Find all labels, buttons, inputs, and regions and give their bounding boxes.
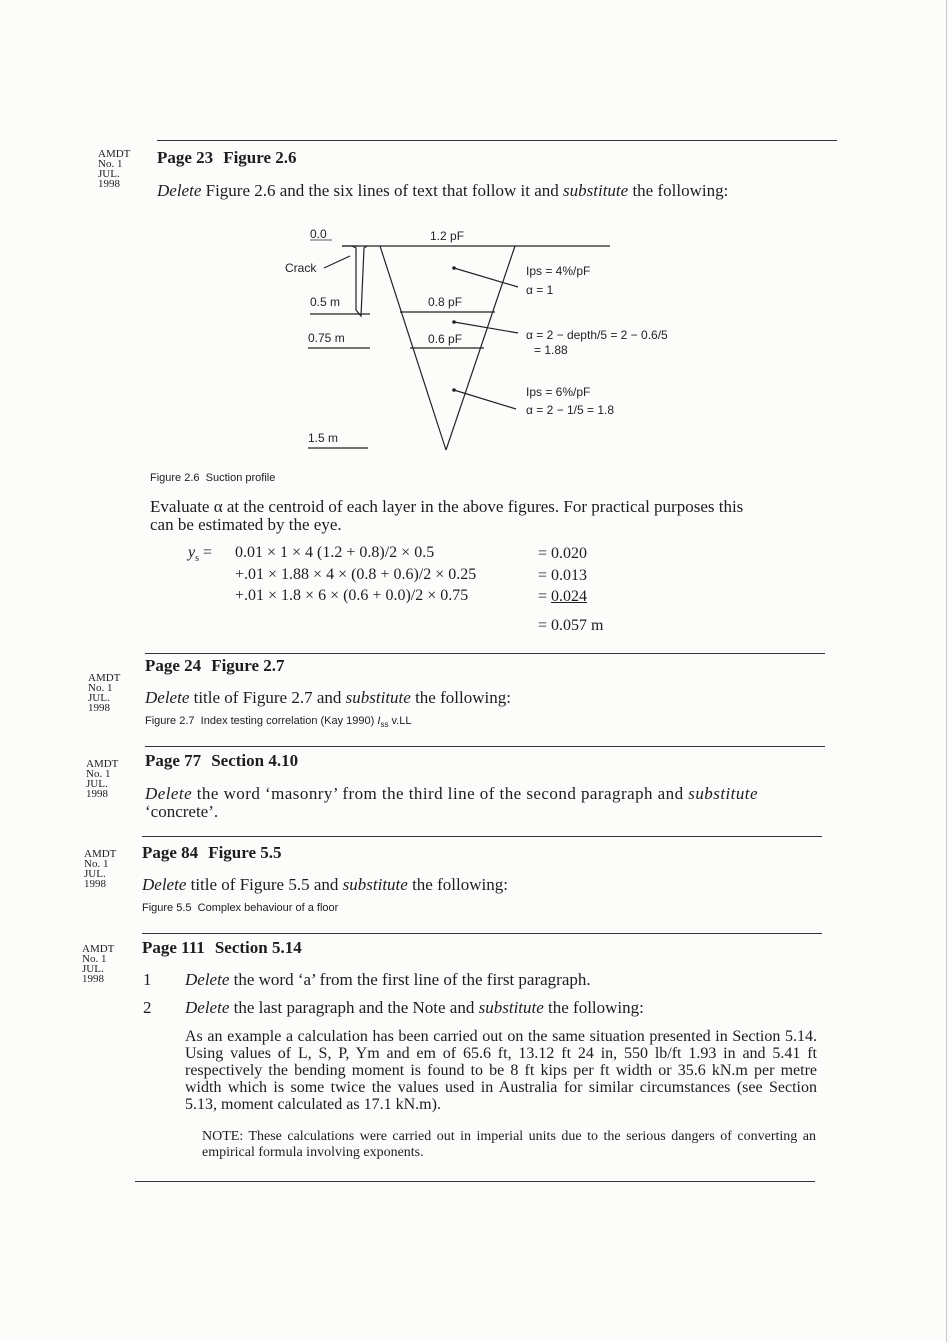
alpha-annotation: α = 2 − 1/5 = 1.8	[526, 403, 615, 417]
amendment-stamp: AMDT No. 1 JUL. 1998	[98, 148, 131, 190]
centroid-dot	[452, 320, 456, 324]
section-rule	[145, 653, 825, 654]
equation-row: +.01 × 1.8 × 6 × (0.6 + 0.0)/2 × 0.75	[235, 587, 469, 604]
figure-caption: Figure 5.5 Complex behaviour of a floor	[142, 902, 339, 914]
alpha-annotation: α = 1	[526, 283, 554, 297]
instruction-text: Delete the word ‘masonry’ from the third line of the second paragraph and substitute	[145, 784, 758, 803]
instruction-text: Delete title of Figure 5.5 and substitute the following:	[142, 875, 508, 894]
suction-profile-diagram	[270, 222, 790, 462]
paragraph-line: can be estimated by the eye.	[150, 515, 342, 534]
figure-caption: Figure 2.6 Suction profile	[150, 472, 276, 484]
section-rule	[157, 140, 837, 141]
depth-label: 0.5 m	[310, 295, 341, 309]
depth-label: 1.5 m	[308, 431, 339, 445]
amendment-stamp: AMDT No. 1 JUL. 1998	[88, 672, 121, 714]
section-heading: Page 84 Figure 5.5	[142, 843, 282, 862]
amendment-stamp: AMDT No. 1 JUL. 1998	[82, 943, 115, 985]
equation-result: = 0.013	[538, 567, 588, 584]
section-rule	[145, 746, 825, 747]
note-text: NOTE: These calculations were carried out in imperial units due to the serious dangers of converting an empirical formula involving exponents.	[202, 1129, 816, 1160]
amendment-stamp: AMDT No. 1 JUL. 1998	[84, 848, 117, 890]
list-item: Delete the last paragraph and the Note and substitute the following:	[185, 998, 644, 1017]
ips-annotation: Ips = 4%/pF	[526, 264, 591, 278]
equation-result: = 0.024	[538, 588, 588, 605]
depth-label: 0.0	[310, 227, 327, 241]
depth-label: 0.75 m	[308, 331, 345, 345]
list-item: Delete the word ‘a’ from the first line of the first paragraph.	[185, 970, 591, 989]
section-heading: Page 24 Figure 2.7	[145, 656, 285, 675]
section-rule	[142, 933, 822, 934]
amendment-stamp: AMDT No. 1 JUL. 1998	[86, 758, 119, 800]
section-heading: Page 23 Figure 2.6	[157, 148, 297, 167]
instruction-text: Delete Figure 2.6 and the six lines of text that follow it and substitute the following:	[157, 181, 729, 200]
example-paragraph: As an example a calculation has been carried out on the same situation presented in Section 5.14. Using values of L, S, P, Ym and em of 65.6 ft, 13.12 ft 24 in, 550 lb/ft 1.93 in and 5.41 ft respectively the bending moment is found to be 8 ft kips per ft width or 35.6 kN.m per metre width which is some twice the values used in Australia for similar circumstances (see Section 5.13, moment calculated as 17.1 kN.m).	[185, 1028, 817, 1113]
section-rule	[135, 1181, 815, 1182]
equation-row: 0.01 × 1 × 4 (1.2 + 0.8)/2 × 0.5	[235, 544, 435, 561]
scan-margin-line	[946, 0, 947, 1342]
pf-label: 0.8 pF	[428, 295, 463, 309]
alpha-value: = 1.88	[534, 343, 568, 357]
section-rule	[142, 836, 822, 837]
equation-lhs: $y_s$ =	[188, 544, 213, 565]
ips-annotation: Ips = 6%/pF	[526, 385, 591, 399]
crack-label: Crack	[285, 261, 317, 275]
centroid-dot	[452, 388, 456, 392]
figure-caption: Figure 2.7 Index testing correlation (Kay 1990) $I_{ss}$ v.LL	[145, 715, 412, 730]
list-number: 1	[143, 970, 152, 989]
section-heading: Page 111 Section 5.14	[142, 938, 302, 957]
pf-label: 1.2 pF	[430, 229, 465, 243]
equation-row: +.01 × 1.88 × 4 × (0.8 + 0.6)/2 × 0.25	[235, 566, 477, 583]
equation-result: = 0.020	[538, 545, 588, 562]
paragraph-line: Evaluate α at the centroid of each layer in the above figures. For practical purposes this	[150, 497, 744, 516]
instruction-text: ‘concrete’.	[145, 802, 219, 821]
section-heading: Page 77 Section 4.10	[145, 751, 299, 770]
equation-total: = 0.057 m	[538, 617, 604, 634]
pf-label: 0.6 pF	[428, 332, 463, 346]
centroid-dot	[452, 266, 456, 270]
alpha-annotation: α = 2 − depth/5 = 2 − 0.6/5	[526, 328, 668, 342]
list-number: 2	[143, 998, 152, 1017]
instruction-text: Delete title of Figure 2.7 and substitute the following:	[145, 688, 511, 707]
